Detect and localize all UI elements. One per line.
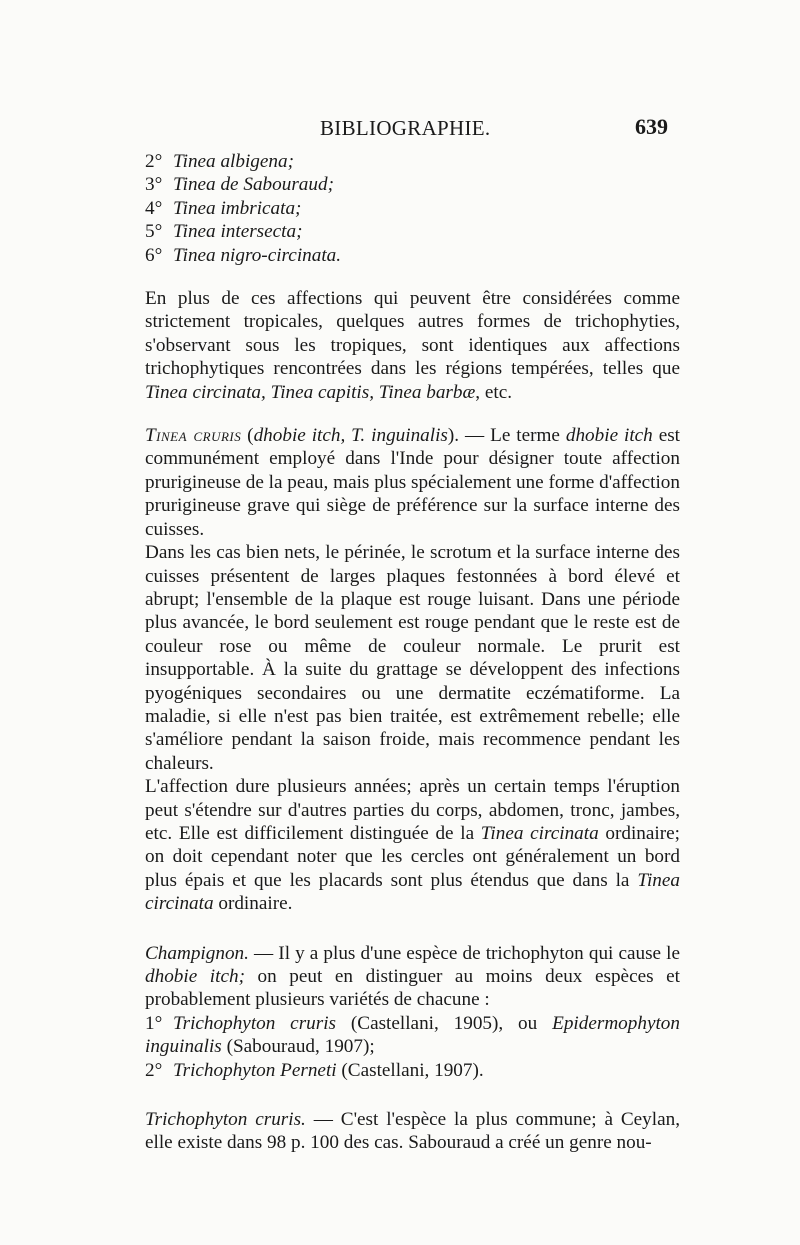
- list-item: [145, 173, 680, 196]
- list-number: 6°: [145, 244, 163, 266]
- paragraph-3: Dans les cas bien nets, le périnée, le scrotum et la surface interne des cuisses présentent de larges plaques festonnées à bord élevé et abrupt; l'ensemble de la plaque est rouge luisant. Dans une période plus avancée, le bord seulement est rouge pendant que le reste est de couleur rose ou même de couleur normale. Le prurit est insupportable. À la suite du grattage se développent des infections pyogéniques secondaires ou une dermatite eczématiforme. La maladie, si elle n'est pas bien traitée, est extrêmement rebelle; elle s'améliore pendant la saison froide, mais recommence pendant les chaleurs.: [145, 542, 680, 774]
- list-text: Tinea nigro-circinata.: [173, 244, 342, 266]
- list-item: [145, 197, 680, 220]
- section-heading: Tinea cruris: [145, 425, 242, 447]
- body-text: [145, 150, 680, 1155]
- paragraph-4: L'affection dure plusieurs années; après un certain temps l'éruption peut s'étendre sur d'autres parties du corps, abdomen, tronc, jambes, etc. Elle est difficilement distinguée de la Tinea circinata ordinaire; on doit cependant noter que les cercles ont généralement un bord plus épais et que les placards sont plus étendus que dans la Tinea circinata ordinaire.: [145, 776, 680, 915]
- list-item: [145, 150, 680, 173]
- paragraph-tinea-cruris: Tinea cruris (dhobie itch, T. inguinalis). — Le terme dhobie itch est communément employé dans l'Inde pour désigner toute affection prurigineuse de la peau, mais plus spécialement une forme d'affection prurigineuse grave qui siège de préférence sur la surface interne des cuisses.: [145, 425, 681, 540]
- paragraph-trichophyton-cruris: Trichophyton cruris. — C'est l'espèce la plus commune; à Ceylan, elle existe dans 98 p. 100 des cas. Sabouraud a créé un genre nou-: [145, 1109, 680, 1154]
- list-number: 5°: [145, 221, 163, 243]
- paragraph-champignon: Champignon. — Il y a plus d'une espèce de trichophyton qui cause le dhobie itch; on peut en distinguer au moins deux espèces et probablement plusieurs variétés de chacune :: [145, 942, 680, 1011]
- page-header: [0, 114, 800, 144]
- list-number: 2°: [145, 151, 163, 172]
- section-heading: Champignon.: [145, 942, 249, 964]
- list-item: 1° Trichophyton cruris (Castellani, 1905), ou Epidermophyton inguinalis (Sabouraud, 1907);: [145, 1012, 680, 1058]
- list-item: [145, 220, 680, 243]
- section-heading: Trichophyton cruris.: [145, 1109, 306, 1131]
- running-title: BIBLIOGRAPHIE.: [320, 116, 491, 140]
- list-text: Tinea imbricata;: [173, 197, 302, 219]
- list-text: Tinea intersecta;: [173, 221, 303, 243]
- list-tinea: [145, 150, 680, 267]
- list-item: 2° Trichophyton Perneti (Castellani, 1907).: [145, 1059, 484, 1081]
- list-item: [145, 244, 680, 267]
- list-number: 4°: [145, 197, 163, 219]
- page-number: 639: [635, 114, 668, 139]
- list-text: Tinea albigena;: [173, 151, 294, 172]
- list-text: Tinea de Sabouraud;: [173, 174, 334, 196]
- paragraph-1: En plus de ces affections qui peuvent être considérées comme strictement tropicales, quelques autres formes de trichophyties, s'observant sous les tropiques, sont identiques aux affections trichophytiques rencontrées dans les régions tempérées, telles que Tinea circinata, Tinea capitis, Tinea barbæ, etc.: [145, 288, 680, 403]
- list-number: 3°: [145, 174, 163, 196]
